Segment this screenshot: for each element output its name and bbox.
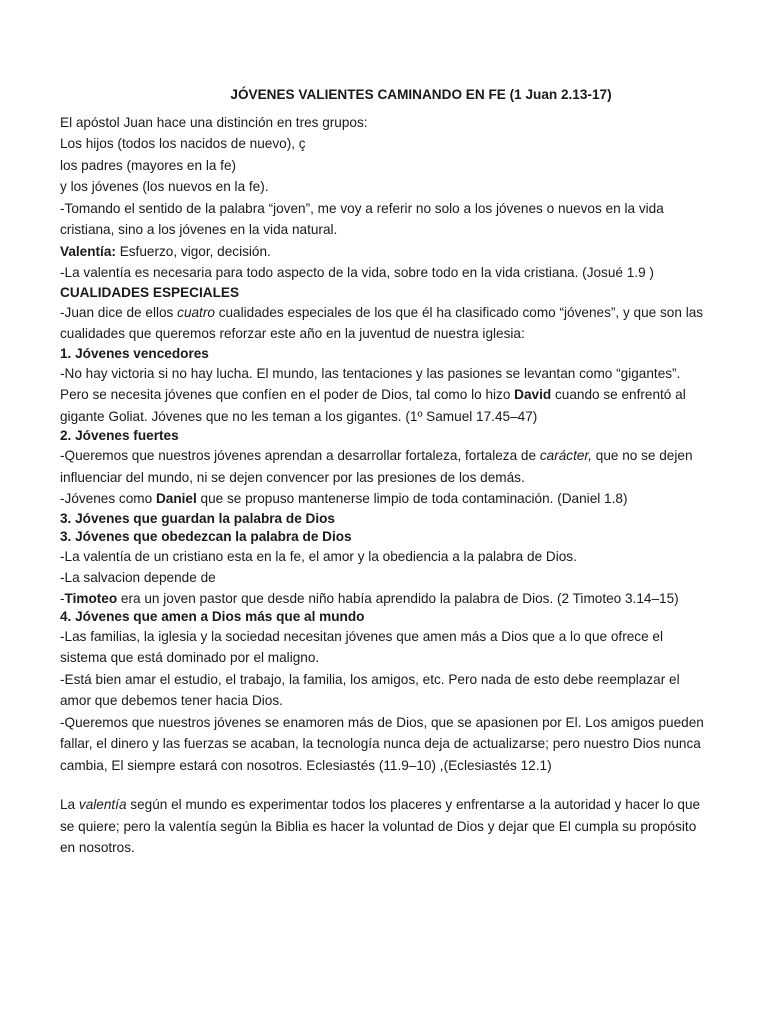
section-heading: CUALIDADES ESPECIALES (60, 284, 240, 300)
cualidades-paragraph (60, 302, 710, 345)
intro-line: Los hijos (todos los nacidos de nuevo), ç (60, 136, 306, 151)
section-paragraph: -La valentía de un cristiano esta en la fe, el amor y la obediencia a la palabra de Dios. (60, 548, 577, 564)
valentia-note: -La valentía es necesaria para todo aspecto de la vida, sobre todo en la vida cristiana. (Josué 1.9 ) (60, 265, 654, 280)
section-paragraph (60, 589, 710, 608)
text-run: -Queremos que nuestros jóvenes aprendan a desarrollar fortaleza, fortaleza de (60, 448, 540, 463)
section-heading: 2. Jóvenes fuertes (60, 428, 179, 443)
section-paragraph: -La salvacion depende de (60, 570, 216, 585)
section-paragraph: -Está bien amar el estudio, el trabajo, la familia, los amigos, etc. Pero nada de esto debe reemplazar el amor que debemos tener hacia Dios. (60, 671, 680, 708)
text-run: -No hay victoria si no hay lucha. El mundo, las tentaciones y las pasiones se levantan como “gigantes”. Pero se necesita jóvenes que confíen en el poder de Dios, tal como lo hizo (60, 365, 681, 402)
text-run: - (60, 590, 65, 606)
valentia-label: Valentía: (60, 243, 116, 259)
section-heading: 1. Jóvenes vencedores (60, 345, 209, 361)
emphasis-text: cuatro (177, 304, 215, 320)
bold-name: Daniel (155, 491, 197, 506)
closing-paragraph (60, 794, 710, 859)
intro-paragraph: -Tomando el sentido de la palabra “joven”, me voy a referir no solo a los jóvenes o nuevos en la vida cristiana, sino a los jóvenes en la vida natural. (60, 200, 664, 237)
section-paragraph (60, 363, 710, 428)
section-heading: 3. Jóvenes que guardan la palabra de Dios (60, 510, 335, 526)
bold-name: Timoteo (64, 590, 118, 606)
text-run: -Jóvenes como (60, 491, 156, 506)
text-run: era un joven pastor que desde niño había aprendido la palabra de Dios. (2 Timoteo 3.14–15) (117, 590, 679, 606)
section-paragraph: -Las familias, la iglesia y la sociedad necesitan jóvenes que amen más a Dios que a lo que ofrece el sistema que está dominado por el maligno. (60, 628, 663, 665)
valentia-definition (60, 241, 710, 263)
document-page (60, 84, 710, 859)
text-run: que se propuso mantenerse limpio de toda contaminación. (Daniel 1.8) (196, 491, 628, 506)
intro-line: El apóstol Juan hace una distinción en tres grupos: (60, 114, 368, 130)
text-run: según el mundo es experimentar todos los placeres y enfrentarse a la autoridad y hacer lo que se quiere; pero la valentía según la Biblia es hacer la voluntad de Dios y dejar que El cumpla su propósito en nosotros. (60, 797, 701, 855)
emphasis-text: carácter, (539, 448, 592, 463)
section-paragraph (60, 445, 710, 488)
text-run: -Juan dice de ellos (60, 304, 178, 320)
text-run: que no se dejen influenciar del mundo, ni se dejen convencer por las presiones de los demás. (60, 448, 693, 485)
section-heading: 3. Jóvenes que obedezcan la palabra de Dios (60, 528, 352, 544)
bold-name: David (514, 387, 552, 402)
section-heading: 4. Jóvenes que amen a Dios más que al mundo (60, 608, 365, 624)
intro-line: los padres (mayores en la fe) (60, 157, 237, 173)
valentia-text: Esfuerzo, vigor, decisión. (115, 243, 271, 259)
intro-line: y los jóvenes (los nuevos en la fe). (60, 179, 269, 194)
document-title: JÓVENES VALIENTES CAMINANDO EN FE (1 Juan 2.13-17) (230, 87, 612, 102)
paragraph-gap (60, 776, 710, 794)
text-run: La (60, 797, 79, 812)
section-paragraph: -Queremos que nuestros jóvenes se enamoren más de Dios, que se apasionen por El. Los amigos pueden fallar, el dinero y las fuerzas se acaban, la tecnología nunca deja de actualizarse; pero nuestro Dios nunca cambia, El siempre estará con nosotros. Eclesiastés (11.9–10) ,(Eclesiastés 12.1) (60, 714, 704, 773)
text-run: cuando se enfrentó al gigante Goliat. Jóvenes que no les teman a los gigantes. (1º Samuel 17.45–47) (60, 387, 686, 424)
section-paragraph (60, 488, 710, 510)
emphasis-text: valentía (78, 797, 127, 812)
text-run: cualidades especiales de los que él ha clasificado como “jóvenes”, y que son las cualidades que queremos reforzar este año en la juventud de nuestra iglesia: (60, 304, 704, 341)
